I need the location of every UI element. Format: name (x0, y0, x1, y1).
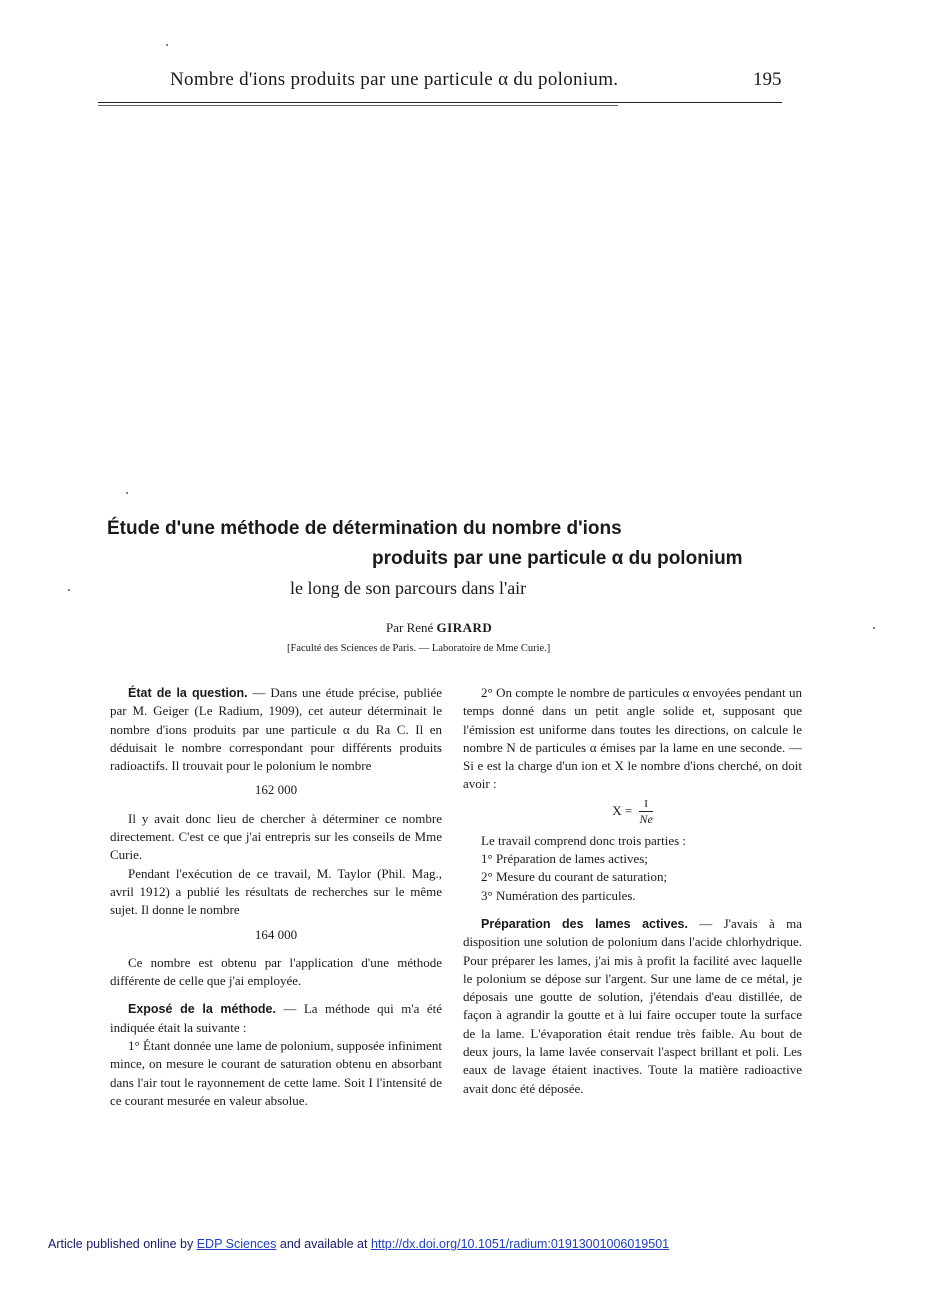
byline (386, 620, 492, 636)
value-taylor: 164 000 (254, 926, 298, 942)
spacer (463, 905, 802, 915)
footer-middle: and available at (279, 1237, 368, 1251)
article-subtitle: le long de son parcours dans l'air (290, 578, 527, 598)
point-2-paragraph: 2° On compte le nombre de particules α envoyées pendant un temps donné dans un petit angle solide et, supposant que l'émission est uniforme dans toutes les directions, on calcule le nombre N de particules α émises par la lame en une seconde. — Si e est la charge d'un ion et X le nombre d'ions cherché, on doit avoir : (463, 685, 802, 792)
spacer (110, 990, 442, 1000)
footer-prefix: Article published online by (48, 1237, 194, 1251)
formula-denominator: Ne (639, 811, 653, 826)
formula-fraction (639, 798, 652, 826)
methode-paragraph-1 (110, 1000, 442, 1037)
formula-numerator: I (639, 798, 652, 812)
etat-paragraph-1 (110, 684, 442, 775)
travail-intro: Le travail comprend donc trois parties : (481, 832, 687, 848)
running-title: Nombre d'ions produits par une particule α du polonium. (170, 69, 619, 90)
section-heading-etat: État de la question. (128, 686, 248, 700)
publication-footer (48, 1237, 669, 1251)
right-column (463, 684, 802, 1098)
value-geiger: 162 000 (254, 782, 298, 798)
etat-paragraph-3: Pendant l'exécution de ce travail, M. Taylor (Phil. Mag., avril 1912) a publié les résultats de recherches sur le même sujet. Il donne le nombre (110, 865, 442, 918)
etat-paragraph-4: Ce nombre est obtenu par l'application d'une méthode différente de celle que j'ai employée. (110, 954, 442, 989)
list-item: 1° Préparation de lames actives; (481, 851, 648, 867)
etat-text-1: — Dans une étude précise, publiée par M. Geiger (Le Radium, 1909), cet auteur déterminait le nombre d'ions produits par une particule α du Ra C. Il en déduisait le nombre correspondant pour différents produits radioactifs. Il trouvait pour le polonium le nombre (110, 685, 443, 774)
list-item: 2° Mesure du courant de saturation; (481, 869, 668, 885)
formula (463, 798, 802, 826)
doi-link[interactable]: http://dx.doi.org/10.1051/radium:01913001006019501 (370, 1237, 670, 1251)
scan-speck (873, 627, 875, 629)
preparation-paragraph (463, 915, 802, 1098)
methode-paragraph-2: 1° Étant donnée une lame de polonium, supposée infiniment mince, on mesure le courant de saturation obtenu en absorbant dans l'air tout le rayonnement de cette lame. Soit I l'intensité de ce courant mesurée en valeur absolue. (110, 1038, 442, 1108)
header-rule-lower (98, 105, 618, 106)
byline-prefix: Par René (386, 620, 434, 635)
scan-speck (166, 44, 168, 46)
scan-speck (68, 589, 70, 591)
page-number: 195 (753, 69, 782, 90)
preparation-text: — J'avais à ma disposition une solution de polonium dans l'acide chlorhydrique. Pour préparer les lames, j'ai mis à profit la facilité avec laquelle le polonium se dépose sur l'argent. Sur une lame de ce métal, je déposais une goutte de solution, j'étendais d'eau distillée, de façon à agrandir la goutte et à lui faire occuper toute la surface de la lame. L'évaporation était rendue très faible. Au bout de deux jours, la lame lavée conservait l'aspect brillant et poli. Les eaux de lavage étaient inactives. Toute la matière radioactive avait donc été déposée. (463, 915, 803, 1096)
section-heading-preparation: Préparation des lames actives. (481, 916, 688, 931)
etat-paragraph-2: Il y avait donc lieu de chercher à déterminer ce nombre directement. C'est ce que j'ai entrepris sur les conseils de Mme Curie. (110, 810, 442, 863)
methode-text-1: — La méthode qui m'a été indiquée était la suivante : (110, 1001, 443, 1035)
affiliation: [Faculté des Sciences de Paris. — Laboratoire de Mme Curie.] (287, 643, 551, 654)
article-title-line-2: produits par une particule α du polonium (372, 548, 743, 569)
formula-lhs: X = (612, 802, 633, 818)
list-item: 3° Numération des particules. (481, 887, 636, 903)
header-rule (98, 102, 782, 103)
publisher-link[interactable]: EDP Sciences (196, 1237, 277, 1251)
left-column (110, 684, 442, 1110)
section-heading-methode: Exposé de la méthode. (128, 1002, 276, 1017)
scan-speck (126, 492, 128, 494)
author-name: GIRARD (436, 620, 493, 635)
article-title-line-1: Étude d'une méthode de détermination du nombre d'ions (107, 518, 622, 539)
